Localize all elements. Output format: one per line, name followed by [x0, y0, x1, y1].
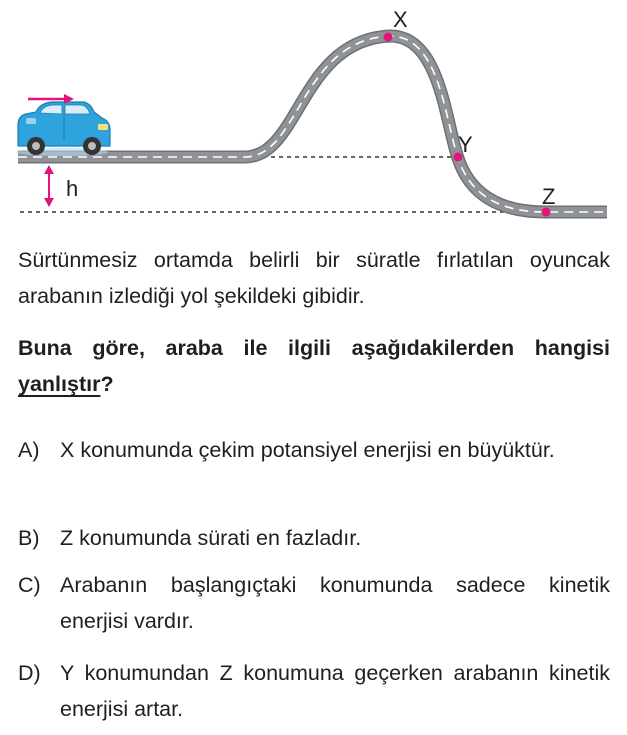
question-underlined: yanlıştır	[18, 372, 101, 396]
track-figure	[0, 0, 627, 230]
label-y: Y	[458, 132, 473, 157]
option-b[interactable]	[18, 520, 610, 556]
intro-text: Sürtünmesiz ortamda belirli bir süratle fırlatılan oyuncak arabanın izlediği yol şekildeki gibidir.	[18, 248, 610, 308]
option-letter: B)	[18, 526, 40, 550]
question-before: Buna göre, araba ile ilgili aşağıdakilerden hangisi	[18, 336, 610, 360]
option-text: Arabanın başlangıçtaki konumunda sadece kinetik enerjisi vardır.	[60, 573, 610, 633]
option-text: X konumunda çekim potansiyel enerjisi en büyüktür.	[60, 438, 555, 462]
option-text: Z konumunda sürati en fazladır.	[60, 526, 362, 550]
label-z: Z	[542, 184, 556, 209]
option-text: Y konumundan Z konumuna geçerken arabanın kinetik enerjisi artar.	[60, 661, 610, 721]
label-x: X	[393, 7, 408, 32]
option-letter: A)	[18, 438, 40, 462]
question-text	[18, 330, 610, 402]
label-h: h	[66, 176, 79, 201]
option-d[interactable]	[18, 655, 610, 727]
car-icon	[16, 102, 110, 156]
height-arrow-icon	[44, 165, 54, 207]
question-after: ?	[100, 372, 114, 396]
option-letter: C)	[18, 573, 41, 597]
option-a[interactable]	[18, 432, 610, 468]
option-letter: D)	[18, 661, 41, 685]
marker-x	[384, 33, 393, 42]
option-c[interactable]	[18, 567, 610, 639]
